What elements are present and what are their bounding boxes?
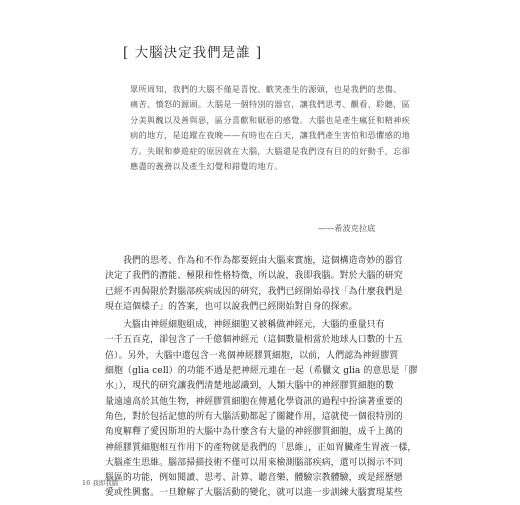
body-line: 水」），現代的研究讓我們清楚地認識到，人類大腦中的神經膠質細胞的數 (105, 381, 394, 392)
epigraph-line: 分美與醜以及善與惡，區分喜歡和厭惡的感覺。大腦也是產生瘋狂和精神疾 (130, 114, 411, 125)
body-line: 神經膠質細胞相互作用下的產物就是我們的「思維」，正如胃臟產生胃液一樣， (105, 442, 417, 453)
epigraph-line: 方。失眠和夢遊症的原因就在大腦，大腦還是我們沒有目的的好動手，忘卻 (130, 145, 411, 156)
body-line: 角度解釋了愛因斯坦的大腦中為什麼含有大量的神經膠質細胞，成千上萬的 (105, 427, 403, 438)
body-line: 倍）。另外，大腦中還包含一兆個神經膠質細胞，以前，人們認為神經膠質 (105, 350, 399, 361)
body-line: 角色，對於包括記憶的所有大腦活動都起了關鍵作用，這就使一個很特別的 (105, 411, 403, 422)
body-line: 腦區的功能，例如閱讀、思考、計算、聽音樂、體驗宗教體驗，或是經歷戀 (105, 473, 403, 484)
epigraph-line: 眾所周知，我們的大腦不僅是喜悅、歡笑產生的源頭，也是我們的悲傷、 (130, 84, 402, 94)
body-line: 我們的思考、作為和不作為都要經由大腦來實施，這個構造奇妙的器官 (123, 256, 403, 266)
body-line: 愛或性興奮。一旦瞭解了大腦活動的變化，就可以進一步訓練大腦實現某些 (105, 488, 403, 499)
title-close-bracket: ] (255, 45, 263, 61)
body-line: 現在這個樣子」的答案，也可以說我們已經開始對自身的探索。 (105, 301, 358, 312)
paragraph (105, 318, 425, 502)
epigraph-line: 應盡的義務以及產生幻覺和錯覺的地方。 (130, 161, 283, 172)
body-line: 一千五百克，卻包含了一千億個神經元（這個數量相當於地球人口數的十五 (105, 335, 403, 346)
body-line: 大腦產生思維。腦部掃描技術不僅可以用來檢測腦部疾病，還可以揭示不同 (105, 457, 403, 468)
epigraph-attribution: ——希波克拉底 (318, 223, 376, 233)
chapter-title-text: 大腦決定我們是誰 (134, 45, 251, 61)
body-line: 大腦由神經細胞組成，神經細胞又被稱做神經元，大腦的重量只有 (123, 320, 385, 331)
body-text (105, 254, 425, 505)
page-footer (82, 478, 118, 487)
title-open-bracket: [ (123, 45, 130, 61)
epigraph-line: 痛苦、憤怒的源頭。大腦是一個特別的器官，讓我們思考、觀看、聆聽，區 (130, 99, 411, 110)
epigraph-line: 病的地方，是追蹤在夜晚——有時也在白天，讓我們產生害怕和恐懼感的地 (130, 130, 411, 141)
paragraph (105, 254, 425, 315)
running-title: 我即我腦 (92, 479, 119, 487)
page-number: 16 (82, 479, 91, 487)
chapter-title (123, 41, 262, 61)
epigraph-quote (130, 82, 411, 174)
body-line: 細胞（glia cell）的功能不過是把神經元連在一起（希臘文 glia 的意思是「膠 (105, 366, 418, 377)
body-line: 已經不再侷限於對腦部疾病成因的研究，我們已經開始尋找「為什麼我們是 (105, 286, 403, 297)
body-line: 決定了我們的潛能、極限和性格特徵，所以說，我即我腦。對於大腦的研究 (105, 271, 403, 282)
body-line: 量遠遠高於其他生物，神經膠質細胞在傳遞化學資訊的過程中扮演著重要的 (105, 396, 403, 407)
